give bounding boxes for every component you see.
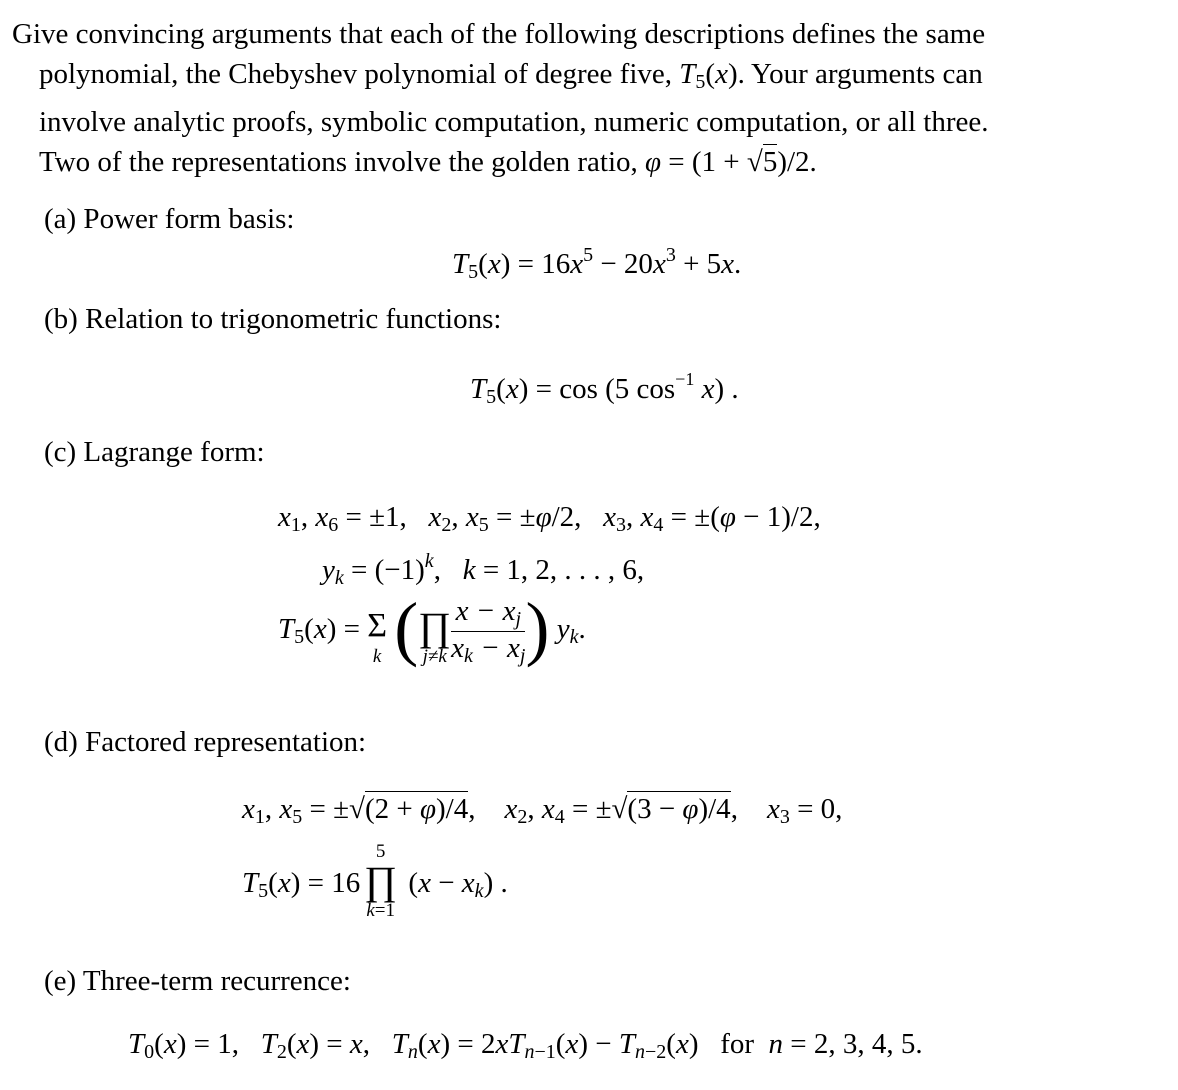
item-d-roots: $x_1$, $x_5 = \pm√(2 + \varphi)/4$, $x_2$, $x_4 = \pm√(3 - \varphi)/4$, $x_3 = 0$, (242, 793, 843, 828)
item-b-heading: (b) Relation to trigonometric functions: (44, 303, 502, 335)
item-c-formula: $T_5(x)$ = Σ k ( ∏ j≠k $\frac{x - x_j}{x_k - x_j}$ ) $y_k$. (278, 588, 586, 668)
intro-line-4: Two of the representations involve the golden ratio, φ = (1 + √5)/2. (39, 146, 817, 178)
item-c-nodes: $x_1$, $x_6 = \pm 1$, $x_2$, $x_5 = \pm\varphi/2$, $x_3$, $x_4 = \pm(\varphi - 1)/2$, (278, 501, 821, 536)
intro-line-2: polynomial, the Chebyshev polynomial of degree five, $T_5(x)$. Your arguments can (39, 58, 983, 93)
item-c-values: $y_k = (-1)^k$, k = 1, 2, . . . , 6, (322, 550, 645, 589)
item-b-equation: $T_5(x) = \cos (5$ $\cos^{-1} x$) . (470, 369, 739, 408)
item-e-heading: (e) Three-term recurrence: (44, 965, 351, 997)
item-a-heading: (a) Power form basis: (44, 203, 295, 235)
intro-line-3: involve analytic proofs, symbolic computation, numeric computation, or all three. (39, 106, 989, 138)
item-a-equation: $T_5(x) = 16x^5 - 20x^3 + 5x$. (452, 244, 742, 283)
item-d-heading: (d) Factored representation: (44, 726, 367, 758)
item-d-product: $T_5(x) = 16$ 5 ∏ k=1 $(x - x_k)$ . (242, 841, 508, 921)
intro-paragraph (12, 14, 1172, 182)
item-e-recurrence: $T_0(x) = 1$, $T_2(x) = x$, $T_n(x) = 2xT_{n-1}(x) - T_{n-2}(x)$ for n = 2, 3, 4, 5. (128, 1028, 923, 1063)
item-c-heading: (c) Lagrange form: (44, 436, 265, 468)
intro-line-1: Give convincing arguments that each of the following descriptions defines the same (12, 18, 986, 50)
